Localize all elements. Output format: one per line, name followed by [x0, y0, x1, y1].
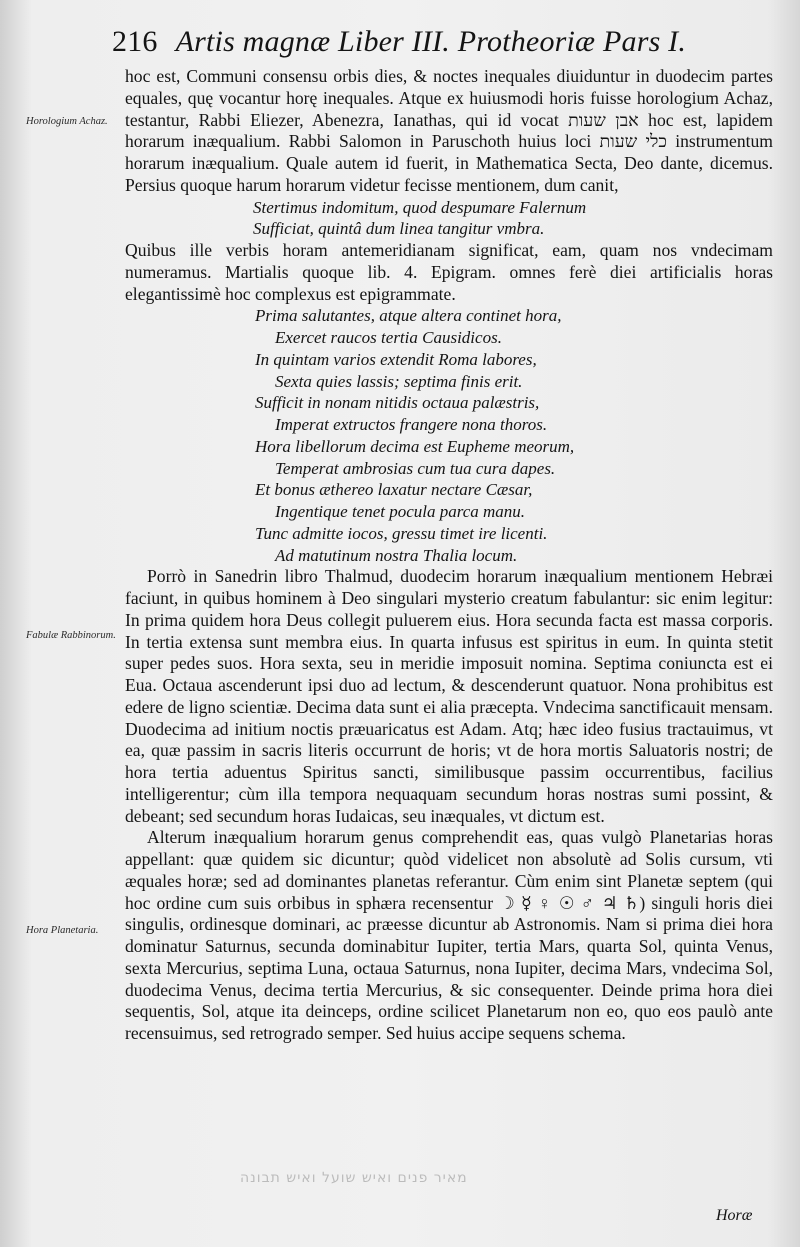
verse-line: Exercet raucos tertia Causidicos.: [275, 328, 502, 347]
martial-epigram: [125, 305, 773, 566]
verse-line: Stertimus indomitum, quod despumare Falernum: [253, 197, 587, 217]
verse-line: Ingentique tenet pocula parca manu.: [275, 502, 526, 521]
verse-line: Sufficit in nonam nitidis octaua palæstris,: [255, 393, 540, 413]
verse-line: Et bonus æthereo laxatur nectare Cæsar,: [255, 480, 533, 500]
paragraph-planetary-hours: Alterum inæqualium horarum genus comprehendit eas, quas vulgò Planetarias horas appellant: quæ quidem sic dicuntur; quòd videlicet non absolutè ad Solis cursum, vti æquales horæ; sed ad dominantes planetas referantur. Cùm enim sint Planetæ septem (qui hoc ordine cum suis orbibus in sphæra recensentur ☽ ☿ ♀ ☉ ♂ ♃ ♄) singuli horis diei singulis, ordinesque dominari, ac præesse dicuntur ab Astronomis. Nam si prima diei hora dominatur Saturnus, secunda dominabitur Iupiter, tertia Mars, quarta Sol, quinta Venus, sexta Mercurius, septima Luna, octaua Saturnus, nona Iupiter, decima Mars, vndecima Sol, duodecima Venus, decima tertia Mercurius, & sic consequenter. Deinde prima hora diei sequentis, Sol, atque ita deinceps, ordine scilicet Planetarum non eo, quo eos paulò ante recensuimus, sed retrogrado semper. Sed huius accipe sequens schema.: [125, 827, 773, 1043]
bleed-through-text: מאיר פנים ואיש שועל ואיש תבונה: [240, 1170, 468, 1186]
margin-note-horologium: Horologium Achaz.: [26, 116, 108, 127]
main-text: [125, 66, 773, 1045]
verse-line: Imperat extructos frangere nona thoros.: [275, 415, 548, 434]
margin-note-hora-planetaria: Hora Planetaria.: [26, 925, 99, 936]
verse-line: Hora libellorum decima est Eupheme meorum,: [255, 436, 575, 456]
paragraph-horologium: hoc est, Communi consensu orbis dies, & noctes inequales diuiduntur in duodecim partes equales, quę vocantur horę inequales. Atque ex huiusmodi horis fuisse horologium Achaz, testantur, Rabbi Eliezer, Abenezra, Ianathas, qui id vocat אבן שעות hoc est, lapidem horarum inæqualium. Rabbi Salomon in Paruschoth huius loci כלי שעות instrumentum horarum inæqualium. Quale autem id fuerit, in Mathematica Secta, Deo dante, dicemus. Persius quoque harum horarum videtur fecisse mentionem, dum canit,: [125, 66, 773, 195]
verse-line: Ad matutinum nostra Thalia locum.: [275, 545, 518, 565]
verse-line: Tunc admitte iocos, gressu timet ire licenti.: [255, 523, 548, 543]
paragraph-martialis: Quibus ille verbis horam antemeridianam significat, eam, quam nos vndecimam numeramus. Martialis quoque lib. 4. Epigram. omnes ferè diei artificialis horas elegantissimè hoc complexus est epigrammate.: [125, 240, 773, 304]
page-number: 216: [112, 25, 158, 58]
verse-line: Sexta quies lassis; septima finis erit.: [275, 371, 523, 391]
running-title: Artis magnæ Liber III. Protheoriæ Pars I.: [175, 25, 687, 58]
persius-verse: [125, 197, 773, 241]
margin-note-fabulae: Fabulæ Rabbinorum.: [26, 630, 116, 641]
verse-line: Sufficiat, quintâ dum linea tangitur vmbra.: [253, 219, 545, 239]
verse-line: Temperat ambrosias cum tua cura dapes.: [275, 458, 556, 478]
verse-line: In quintam varios extendit Roma labores,: [255, 349, 537, 369]
paragraph-sanedrin: Porrò in Sanedrin libro Thalmud, duodecim horarum inæqualium mentionem Hebræi faciunt, in quibus hominem à Deo singulari mysterio creatum fabulantur: sic enim legitur: In prima quidem hora Deus collegit puluerem eius. Hora secunda facta est massa corporis. In tertia extensa sunt membra eius. In quarta infusus est spiritus in eum. In quinta stetit super pedes suos. Hora sexta, seu in meridie imposuit nomina. Septima coniuncta est ei Eua. Octaua ascenderunt ipsi duo ad lectum, & descenderunt quatuor. Nona prohibitus est edere de ligno scientiæ. Decima data sunt ei alia præcepta. Vndecima sanctificauit mensam. Duodecima ad initium noctis præuaricatus est Adam. Atq; hæc ideo fusius tractauimus, vt ea, quæ passim in sacris literis occurrunt de horis; vt de hora mortis Saluatoris nostri; de hora tertia aduentus Spiritus sancti, similibusque passim occurrentibus, facilius intelligerentur; cùm illa tempora nequaquam secundum horas nostras sumi possint, & debeant; sed secundum horas Iudaicas, seu inæquales, vt dictum est.: [125, 566, 773, 826]
running-header: [112, 22, 772, 62]
verse-line: Prima salutantes, atque altera continet hora,: [255, 306, 562, 326]
catchword: Horæ: [716, 1207, 753, 1224]
